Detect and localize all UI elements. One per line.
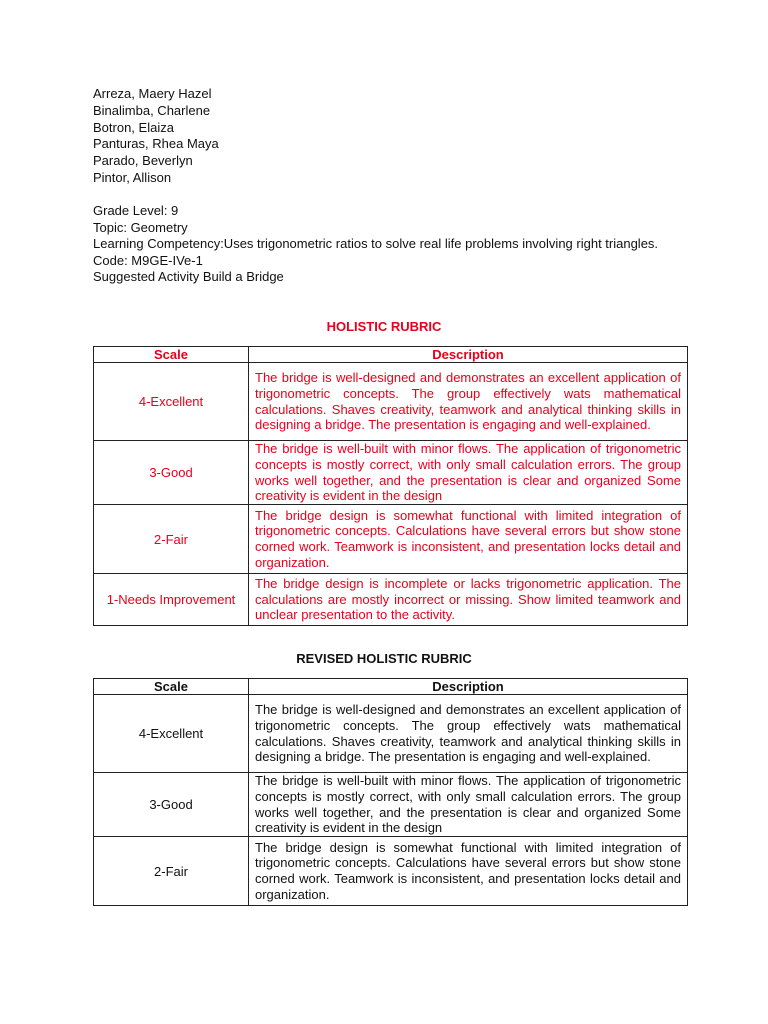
grade-level: Grade Level: 9 — [93, 203, 179, 218]
description-cell: The bridge is well-built with minor flows. The application of trigonometric concepts is mostly correct, with only small calculation errors. The group works well together, and the presentation is clear and organized Some creativity is evident in the design — [249, 441, 688, 505]
table-row — [94, 574, 688, 626]
revised-rubric-table — [93, 678, 688, 906]
table-row — [94, 505, 688, 574]
table-row — [94, 695, 688, 773]
member-name: Parado, Beverlyn — [93, 153, 193, 169]
scale-header: Scale — [94, 679, 249, 695]
lesson-meta — [93, 203, 683, 286]
description-cell: The bridge design is somewhat functional with limited integration of trigonometric concepts. Calculations have several errors but show stone corned work. Teamwork is inconsistent, and presentation locks detail and organization. — [249, 837, 688, 906]
member-name: Arreza, Maery Hazel — [93, 86, 212, 101]
holistic-rubric-table — [93, 346, 688, 626]
scale-cell: 2-Fair — [94, 505, 249, 574]
scale-cell: 3-Good — [94, 773, 249, 837]
topic: Topic: Geometry — [93, 219, 188, 235]
code: Code: M9GE-IVe-1 — [93, 252, 203, 268]
member-name: Botron, Elaiza — [93, 119, 174, 135]
description-header: Description — [249, 347, 688, 363]
scale-cell: 1-Needs Improvement — [94, 574, 249, 626]
description-cell: The bridge design is somewhat functional with limited integration of trigonometric concepts. Calculations have several errors but show stone corned work. Teamwork is inconsistent, and presentation locks detail and organization. — [249, 505, 688, 574]
table-header-row — [94, 347, 688, 363]
suggested-activity: Suggested Activity Build a Bridge — [93, 269, 284, 285]
description-header: Description — [249, 679, 688, 695]
description-cell: The bridge is well-designed and demonstrates an excellent application of trigonometric concepts. The group effectively wats mathematical calculations. Shaves creativity, teamwork and analytical thinking skills in designing a bridge. The presentation is engaging and well-explained. — [249, 695, 688, 773]
holistic-rubric-title: HOLISTIC RUBRIC — [326, 319, 442, 334]
table-row — [94, 837, 688, 906]
member-name: Pintor, Allison — [93, 169, 172, 185]
scale-header: Scale — [94, 347, 249, 363]
revised-rubric-title: REVISED HOLISTIC RUBRIC — [296, 651, 472, 666]
member-name: Panturas, Rhea Maya — [93, 136, 219, 152]
learning-competency: Learning Competency:Uses trigonometric ratios to solve real life problems involving right triangles. — [93, 236, 659, 252]
table-row — [94, 773, 688, 837]
table-header-row — [94, 679, 688, 695]
member-names — [93, 86, 219, 187]
scale-cell: 3-Good — [94, 441, 249, 505]
description-cell: The bridge is well-designed and demonstrates an excellent application of trigonometric concepts. The group effectively wats mathematical calculations. Shaves creativity, teamwork and analytical thinking skills in designing a bridge. The presentation is engaging and well-explained. — [249, 363, 688, 441]
member-name: Binalimba, Charlene — [93, 102, 211, 118]
description-cell: The bridge is well-built with minor flows. The application of trigonometric concepts is mostly correct, with only small calculation errors. The group works well together, and the presentation is clear and organized Some creativity is evident in the design — [249, 773, 688, 837]
description-cell: The bridge design is incomplete or lacks trigonometric application. The calculations are mostly incorrect or missing. Show limited teamwork and unclear presentation to the activity. — [249, 574, 688, 626]
scale-cell: 4-Excellent — [94, 363, 249, 441]
table-row — [94, 363, 688, 441]
scale-cell: 2-Fair — [94, 837, 249, 906]
table-row — [94, 441, 688, 505]
scale-cell: 4-Excellent — [94, 695, 249, 773]
